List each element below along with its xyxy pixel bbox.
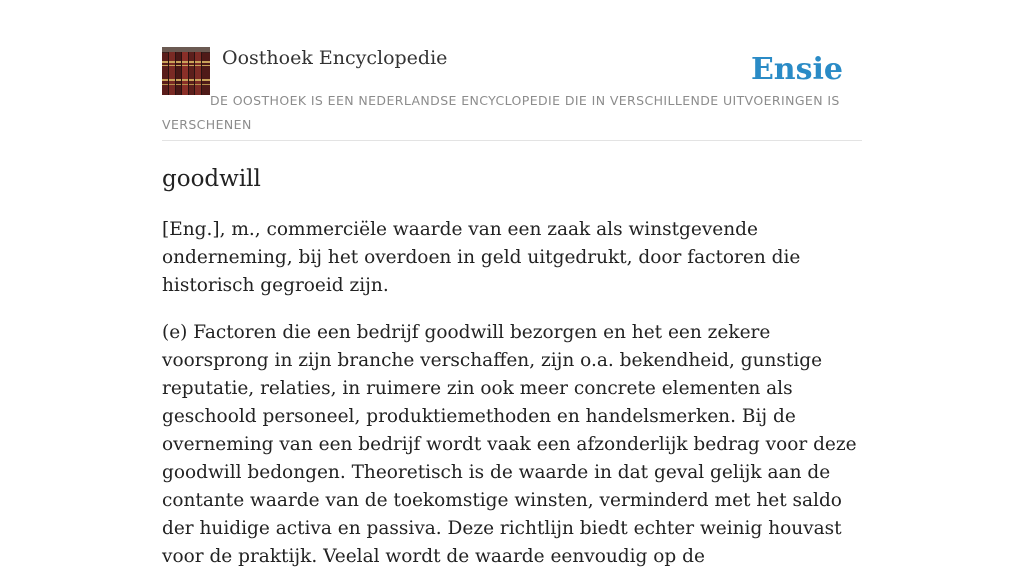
site-tagline: DE OOSTHOEK IS EEN NEDERLANDSE ENCYCLOPEDIE DIE IN VERSCHILLENDE UITVOERINGEN IS VERSCHENEN: [162, 93, 840, 132]
encyclopedia-books-avatar[interactable]: [162, 47, 210, 95]
article: [162, 160, 862, 571]
article-term: goodwill: [162, 166, 261, 192]
site-header: [162, 46, 862, 141]
explanation-paragraph: (e) Factoren die een bedrijf goodwill bezorgen en het een zekere voorsprong in zijn branche verschaffen, zijn o.a. bekendheid, gunstige reputatie, relaties, in ruimere zin ook meer concrete elementen als geschoold personeel, produktiemethoden en handelsmerken. Bij de overneming van een bedrijf wordt vaak een afzonderlijk bedrag voor deze goodwill bedongen. Theoretisch is de waarde in dat geval gelijk aan de contante waarde van de toekomstige winsten, verminderd met het saldo der huidige activa en passiva. Deze richtlijn biedt echter weinig houvast voor de praktijk. Veelal wordt de waarde eenvoudig op de: [162, 322, 857, 567]
site-name[interactable]: Oosthoek Encyclopedie: [222, 47, 448, 69]
definition-paragraph: [Eng.], m., commerciële waarde van een zaak als winstgevende onderneming, bij het overdoen in geld uitgedrukt, door factoren die historisch gegroeid zijn.: [162, 219, 801, 296]
ensie-logo-link[interactable]: Ensie: [750, 52, 843, 87]
